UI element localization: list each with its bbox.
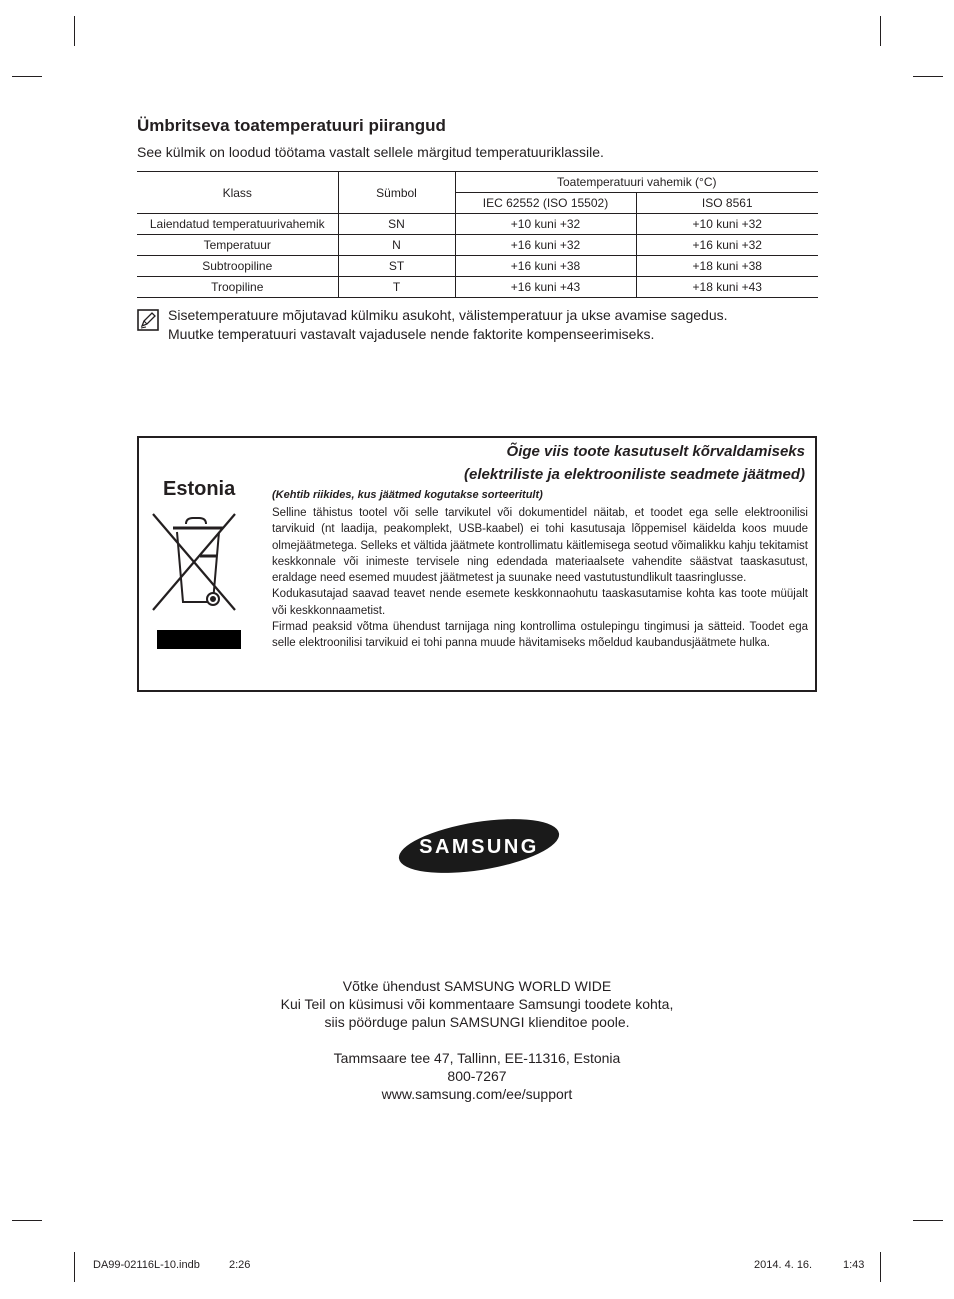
- weee-title-line-1: Õige viis toote kasutuselt kõrvaldamiseks: [506, 443, 805, 460]
- footer-time: 1:43: [843, 1259, 865, 1271]
- footer-date: 2014. 4. 16.: [754, 1259, 813, 1271]
- crop-mark: [74, 16, 75, 46]
- cell-iec: +10 kuni +32: [455, 214, 636, 235]
- weee-title-line-2: (elektriliste ja elektrooniliste seadmete jäätmed): [464, 466, 805, 483]
- cell-klass: Laiendatud temperatuurivahemik: [137, 214, 338, 235]
- section-title: Ümbritseva toatemperatuuri piirangud: [137, 116, 446, 135]
- crop-mark: [880, 16, 881, 46]
- weee-subtitle: (Kehtib riikides, kus jäätmed kogutakse sorteeritult): [272, 489, 543, 501]
- cell-iec: +16 kuni +32: [455, 235, 636, 256]
- contact-address: Tammsaare tee 47, Tallinn, EE-11316, Estonia: [333, 1049, 621, 1066]
- note-line-2: Muutke temperatuuri vastavalt vajadusele nende faktorite kompenseerimiseks.: [168, 326, 655, 342]
- contact-website: www.samsung.com/ee/support: [381, 1086, 573, 1103]
- cell-symbol: T: [338, 277, 455, 298]
- crop-mark: [12, 1220, 42, 1221]
- table-row: [137, 256, 818, 277]
- table-header-row: [137, 172, 818, 193]
- crop-mark: [913, 1220, 943, 1221]
- weee-paragraph-3: Firmad peaksid võtma ühendust tarnijaga ning kontrollima ostulepingu tingimusi ja sätteid. Toodet ega selle elektroonilisi tarvikuid ei tohi panna muude hävitamiseks mõeldud kaubandusjäätmete hulka.: [272, 621, 808, 650]
- contact-line-1: Võtke ühendust SAMSUNG WORLD WIDE: [342, 978, 612, 994]
- table-row: [137, 277, 818, 298]
- contact-line-2: Kui Teil on küsimusi või kommentaare Samsungi toodete kohta,: [280, 996, 674, 1013]
- header-klass: Klass: [137, 172, 338, 214]
- cell-symbol: N: [338, 235, 455, 256]
- cell-iec: +16 kuni +38: [455, 256, 636, 277]
- table-row: [137, 214, 818, 235]
- cell-symbol: ST: [338, 256, 455, 277]
- crop-mark: [880, 1252, 881, 1282]
- cell-klass: Temperatuur: [137, 235, 338, 256]
- cell-iso: +18 kuni +38: [636, 256, 818, 277]
- cell-iso: +18 kuni +43: [636, 277, 818, 298]
- cell-iec: +16 kuni +43: [455, 277, 636, 298]
- weee-paragraph-2: Kodukasutajad saavad teavet nende esemete keskkonnaohutu taaskasutamise kohta kas toote müüjalt või keskkonnaametist.: [272, 588, 808, 617]
- contact-phone: 800-7267: [447, 1067, 507, 1084]
- samsung-logo: [397, 816, 561, 876]
- weee-disposal-box: [137, 436, 817, 692]
- crop-mark: [74, 1252, 75, 1282]
- footer-filename: DA99-02116L-10.indb: [93, 1259, 200, 1271]
- crossed-out-wheelie-bin-icon: [151, 512, 237, 612]
- header-symbol: Sümbol: [338, 172, 455, 214]
- cell-iso: +10 kuni +32: [636, 214, 818, 235]
- note-line-1: Sisetemperatuure mõjutavad külmiku asukoht, välistemperatuur ja ukse avamise sagedus.: [168, 307, 728, 323]
- note-pencil-icon: [137, 309, 159, 331]
- solid-bar: [157, 630, 241, 649]
- weee-title: [245, 440, 805, 486]
- logo-text: SAMSUNG: [419, 836, 539, 858]
- header-iec: IEC 62552 (ISO 15502): [455, 193, 636, 214]
- temperature-class-table: [137, 171, 818, 298]
- cell-klass: Troopiline: [137, 277, 338, 298]
- crop-mark: [913, 76, 943, 77]
- contact-line-3: siis pöörduge palun SAMSUNGI klienditoe poole.: [324, 1014, 630, 1031]
- header-iso: ISO 8561: [636, 193, 818, 214]
- crop-mark: [12, 76, 42, 77]
- contact-block: [200, 977, 754, 1103]
- cell-iso: +16 kuni +32: [636, 235, 818, 256]
- footer-page: 2:26: [229, 1259, 251, 1271]
- cell-klass: Subtroopiline: [137, 256, 338, 277]
- cell-symbol: SN: [338, 214, 455, 235]
- weee-body: [272, 505, 808, 652]
- country-label: Estonia: [163, 478, 236, 500]
- intro-text: See külmik on loodud töötama vastalt sellele märgitud temperatuuriklassile.: [137, 144, 604, 160]
- weee-paragraph-1: Selline tähistus tootel või selle tarvikutel või dokumentidel näitab, et toodet ega selle elektroonilisi tarvikuid (nt laadija, peakomplekt, USB-kaabel) ei tohi kasutusaja lõppemisel käidelda koos muude olmejäätmetega. Selleks et vältida jäätmete kontrollimatu käitlemisega seotud võimalikku kahju tekitamist keskkonnale või inimeste tervisele ning edendada materiaalsete vahendite säästvat taaskasutust, eraldage need esemed muudest jäätmetest ja suunake need vastutustundlikult taasringlusse.: [272, 507, 808, 585]
- header-range: Toatemperatuuri vahemik (°C): [455, 172, 818, 193]
- table-row: [137, 235, 818, 256]
